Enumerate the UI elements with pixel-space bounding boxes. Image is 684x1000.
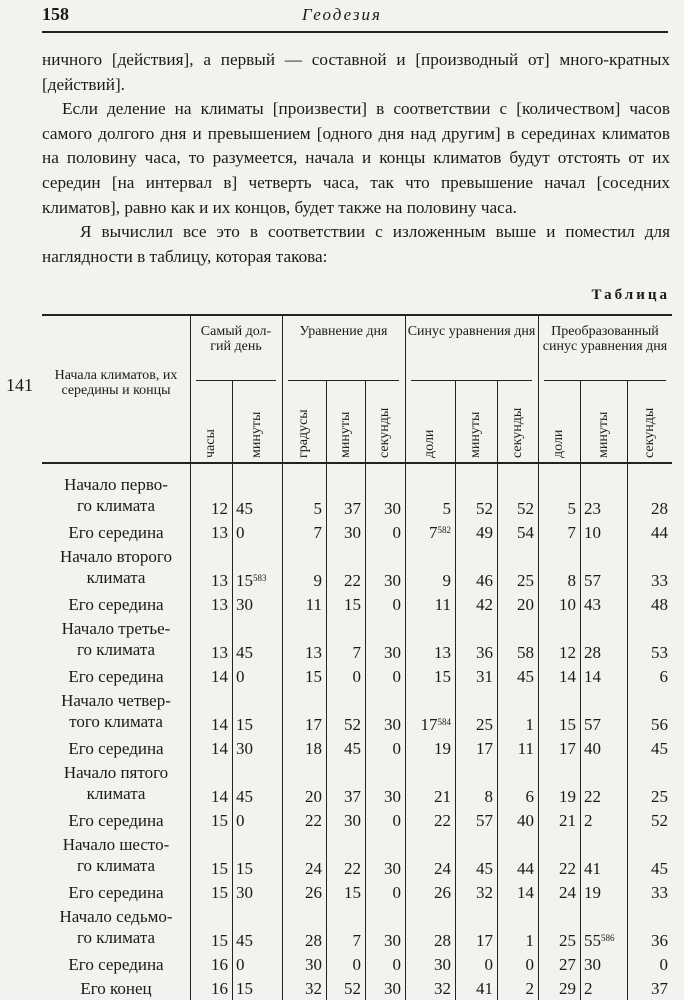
- group-underline: [196, 380, 276, 381]
- table-cell: 24: [434, 859, 451, 878]
- table-cell: 45: [344, 739, 361, 758]
- table-cell: 58: [517, 643, 534, 662]
- table-cell: 48: [651, 595, 668, 614]
- table-cell: 0: [236, 667, 245, 686]
- table-cell: 15: [236, 715, 253, 734]
- subcolumn-header: минуты: [337, 411, 353, 458]
- table-cell: 9: [313, 571, 322, 590]
- column-group-header: Самый дол-гий день: [200, 324, 272, 354]
- table-cell: 17: [476, 739, 493, 758]
- table-cell: 45: [236, 787, 253, 806]
- table-cell: 37: [344, 787, 361, 806]
- table-cell: 30: [384, 643, 401, 662]
- table-cell: 17: [559, 739, 576, 758]
- table-cell: 10: [584, 523, 601, 542]
- row-label: [42, 522, 190, 543]
- table-cell: 13: [434, 643, 451, 662]
- table-cell: 30: [384, 715, 401, 734]
- table-cell: 52: [476, 499, 493, 518]
- table-cell: 0: [236, 955, 245, 974]
- table-cell: 0: [392, 811, 401, 830]
- table-cell: 14: [211, 739, 228, 758]
- row-label-line: того климата: [69, 712, 163, 731]
- table-cell: 2: [525, 979, 534, 998]
- row-label: [42, 834, 190, 876]
- subcolumn-header: доли: [551, 429, 566, 458]
- table-cell: 40: [517, 811, 534, 830]
- table-row: [42, 978, 672, 1000]
- table-cell: 25: [651, 787, 668, 806]
- table-cell: 54: [517, 523, 534, 542]
- subcolumn-header: минуты: [595, 411, 611, 458]
- table-cell: 24: [559, 883, 576, 902]
- table-cell: 15: [559, 715, 576, 734]
- table-cell: 45: [236, 931, 253, 950]
- table-cell: 30: [384, 979, 401, 998]
- table-cell: 28: [651, 499, 668, 518]
- table-cell: 0: [392, 883, 401, 902]
- row-label: [42, 666, 190, 687]
- table-cell: 22: [344, 859, 361, 878]
- table-row: [42, 954, 672, 978]
- table-cell: 13: [211, 571, 228, 590]
- table-cell: 0: [392, 595, 401, 614]
- row-label-line: Начало четвер-: [61, 691, 171, 710]
- table-cell: 19: [434, 739, 451, 758]
- table-cell: 27: [559, 955, 576, 974]
- subcolumn-header: секунды: [641, 407, 657, 458]
- table-cell: 52: [344, 979, 361, 998]
- table-cell: 25: [476, 715, 493, 734]
- table-cell: 56: [651, 715, 668, 734]
- footnote-ref: 584: [437, 717, 451, 727]
- table-cell: 16: [211, 955, 228, 974]
- table-cell: 5: [313, 499, 322, 518]
- table-cell: 13: [305, 643, 322, 662]
- table-cell: 37: [651, 979, 668, 998]
- table-cell: 19: [584, 883, 601, 902]
- page-number: 158: [42, 4, 69, 24]
- table-cell: 57: [584, 571, 601, 590]
- table-cell: 57: [476, 811, 493, 830]
- table-cell: 26: [305, 883, 322, 902]
- table-cell: 8: [484, 787, 493, 806]
- table-row: [42, 618, 672, 666]
- group-underline: [288, 380, 399, 381]
- table-caption: Таблица: [591, 287, 670, 303]
- table-cell: 43: [584, 595, 601, 614]
- table-cell: 30: [236, 595, 253, 614]
- table-cell: 0: [236, 523, 245, 542]
- row-label-line: Его середина: [68, 739, 164, 758]
- table-cell: 5: [567, 499, 576, 518]
- table-cell: 30: [384, 571, 401, 590]
- table-cell: 45: [236, 643, 253, 662]
- table-cell: 22: [584, 787, 601, 806]
- subcolumn-header: минуты: [249, 411, 264, 458]
- table-cell: 21: [434, 787, 451, 806]
- table-cell: 26: [434, 883, 451, 902]
- table-cell: 5: [442, 499, 451, 518]
- table-cell: 33: [651, 571, 668, 590]
- table-cell: 28: [305, 931, 322, 950]
- paragraph: Если деление на климаты [произвести] в соответствии с [количеством] часов самого долгого дня и превышением [одного дня над другим] в серединах климатов на половину часа, то разумеется, начала и концы климатов будут отстоять от их середин [на интервал в] четверть часа, так что превышение начал [соседних климатов], равно как и их концов, будет также на половину часа.: [42, 99, 670, 217]
- table-cell: 15: [211, 931, 228, 950]
- row-label-line: Начало шесто-: [62, 835, 170, 854]
- row-label: [42, 906, 190, 948]
- table-cell: 22: [305, 811, 322, 830]
- table-cell: 45: [236, 499, 253, 518]
- table-cell: 14: [211, 787, 228, 806]
- table-cell: 20: [517, 595, 534, 614]
- table-cell: 21: [559, 811, 576, 830]
- table-cell: 19: [559, 787, 576, 806]
- table-cell: 45: [476, 859, 493, 878]
- table-cell: 15: [305, 667, 322, 686]
- table-cell: 0: [392, 523, 401, 542]
- table-cell: 24: [305, 859, 322, 878]
- table-row: [42, 810, 672, 834]
- row-label: [42, 546, 190, 588]
- table-cell: 0: [236, 811, 245, 830]
- table-cell: 31: [476, 667, 493, 686]
- subcolumn-header: минуты: [468, 411, 483, 458]
- table-cell: 10: [559, 595, 576, 614]
- table-cell: 0: [392, 955, 401, 974]
- table-cell: 13: [211, 523, 228, 542]
- row-label: [42, 690, 190, 732]
- table-cell: 11: [434, 595, 451, 614]
- table-cell: 1: [525, 931, 534, 950]
- table-top-rule: [42, 314, 672, 316]
- table-cell: 0: [525, 955, 534, 974]
- row-label-line: Его середина: [68, 667, 164, 686]
- table-cell: 41: [476, 979, 493, 998]
- row-header-label: Начала климатов, их середины и концы: [54, 368, 178, 398]
- table-cell: 32: [476, 883, 493, 902]
- table-cell: 49: [476, 523, 493, 542]
- table-cell: 16: [211, 979, 228, 998]
- row-label: [42, 882, 190, 903]
- table-cell: 15: [344, 883, 361, 902]
- table-cell: 13: [211, 595, 228, 614]
- table-cell: 14: [584, 667, 601, 686]
- table-cell: 17: [476, 931, 493, 950]
- table-cell: 14: [211, 667, 228, 686]
- table-cell: 30: [384, 787, 401, 806]
- subcolumn-header: секунды: [377, 407, 392, 458]
- table-row: [42, 474, 672, 522]
- table-cell: 36: [476, 643, 493, 662]
- row-label: [42, 474, 190, 516]
- table-row: [42, 906, 672, 954]
- table-cell: 15: [211, 859, 228, 878]
- table-cell: 18: [305, 739, 322, 758]
- table-cell: 7: [313, 523, 322, 542]
- table-cell: 30: [384, 499, 401, 518]
- table-cell: 32: [305, 979, 322, 998]
- table-cell: 2: [584, 979, 593, 998]
- table-row: [42, 882, 672, 906]
- table-cell: 44: [651, 523, 668, 542]
- table-cell: 28: [434, 931, 451, 950]
- table-cell: $15^{583}$: [236, 571, 267, 590]
- table-cell: 11: [517, 739, 534, 758]
- footnote-ref: 586: [601, 933, 615, 943]
- table-cell: 7: [352, 931, 361, 950]
- row-label-line: климата: [86, 568, 146, 587]
- table-cell: 37: [344, 499, 361, 518]
- table-cell: 45: [517, 667, 534, 686]
- column-group-header: Синус уравнения дня: [407, 324, 536, 339]
- table-cell: 52: [517, 499, 534, 518]
- table-cell: 12: [559, 643, 576, 662]
- table-row: [42, 762, 672, 810]
- table-cell: 52: [344, 715, 361, 734]
- table-cell: 30: [344, 523, 361, 542]
- table-row: [42, 690, 672, 738]
- row-label: [42, 810, 190, 831]
- column-group-header: Уравнение дня: [299, 324, 388, 339]
- table-cell: $7^{582}$: [429, 523, 451, 542]
- table-row: [42, 834, 672, 882]
- footnote-ref: 582: [437, 525, 451, 535]
- table-cell: 30: [344, 811, 361, 830]
- table-cell: 20: [305, 787, 322, 806]
- table-cell: 52: [651, 811, 668, 830]
- table-cell: 22: [434, 811, 451, 830]
- table-cell: 30: [384, 931, 401, 950]
- table-cell: 15: [211, 883, 228, 902]
- table-cell: 42: [476, 595, 493, 614]
- table-cell: 45: [651, 739, 668, 758]
- table-header-rule: [42, 462, 672, 464]
- row-label-line: Его середина: [68, 955, 164, 974]
- table-cell: 14: [517, 883, 534, 902]
- subcolumn-header: секунды: [509, 407, 525, 458]
- table-cell: 0: [659, 955, 668, 974]
- table-cell: 41: [584, 859, 601, 878]
- table-cell: 44: [517, 859, 534, 878]
- row-label-line: Его середина: [68, 523, 164, 542]
- table-cell: 13: [211, 643, 228, 662]
- table-cell: 15: [236, 979, 253, 998]
- row-label-line: го климата: [76, 640, 156, 659]
- table-cell: 23: [584, 499, 601, 518]
- row-label: [42, 594, 190, 615]
- row-label-line: Его середина: [68, 811, 164, 830]
- table-cell: 53: [651, 643, 668, 662]
- row-label: [42, 978, 190, 999]
- table-cell: 14: [211, 715, 228, 734]
- table-cell: 30: [434, 955, 451, 974]
- margin-note: 141: [6, 375, 33, 395]
- body-text: [42, 48, 670, 269]
- row-label-line: го климата: [76, 856, 156, 875]
- row-label: [42, 738, 190, 759]
- group-underline: [411, 380, 532, 381]
- table-cell: 15: [211, 811, 228, 830]
- table-cell: 30: [305, 955, 322, 974]
- paragraph: Я вычислил все это в соответствии с изложенным выше и поместил для наглядности в таблицу, которая такова:: [42, 222, 670, 266]
- table-cell: 40: [584, 739, 601, 758]
- table-cell: 22: [344, 571, 361, 590]
- table-cell: $55^{586}$: [584, 931, 615, 950]
- table-cell: 11: [305, 595, 322, 614]
- row-label-line: Его середина: [68, 883, 164, 902]
- table-cell: 6: [659, 667, 668, 686]
- table-cell: 30: [236, 739, 253, 758]
- row-label: [42, 954, 190, 975]
- row-label-line: го климата: [76, 496, 156, 515]
- row-label-line: Начало седьмо-: [59, 907, 173, 926]
- table-cell: 0: [484, 955, 493, 974]
- table-cell: 0: [392, 739, 401, 758]
- table-cell: 45: [651, 859, 668, 878]
- table-cell: 46: [476, 571, 493, 590]
- row-label-line: Его конец: [80, 979, 152, 998]
- table-cell: 15: [434, 667, 451, 686]
- table-row: [42, 594, 672, 618]
- table-cell: 6: [525, 787, 534, 806]
- table-cell: 8: [567, 571, 576, 590]
- row-label: [42, 762, 190, 804]
- running-title: Геодезия: [302, 5, 382, 24]
- subcolumn-header: доли: [422, 429, 437, 458]
- table-cell: 57: [584, 715, 601, 734]
- table-row: [42, 666, 672, 690]
- table-cell: 30: [236, 883, 253, 902]
- row-label-line: Начало второго: [60, 547, 172, 566]
- table-cell: 2: [584, 811, 593, 830]
- group-underline: [544, 380, 666, 381]
- table-row: [42, 738, 672, 762]
- table-cell: 25: [517, 571, 534, 590]
- table-cell: 28: [584, 643, 601, 662]
- row-label-line: Начало перво-: [64, 475, 168, 494]
- table-cell: 15: [236, 859, 253, 878]
- table-row: [42, 546, 672, 594]
- table-cell: 30: [584, 955, 601, 974]
- table-cell: 33: [651, 883, 668, 902]
- row-label-line: Его середина: [68, 595, 164, 614]
- table-cell: 22: [559, 859, 576, 878]
- table-cell: 0: [352, 955, 361, 974]
- table-cell: 36: [651, 931, 668, 950]
- table-cell: 1: [525, 715, 534, 734]
- table-cell: 12: [211, 499, 228, 518]
- table-row: [42, 522, 672, 546]
- table-cell: 30: [384, 859, 401, 878]
- table-cell: 32: [434, 979, 451, 998]
- table-cell: 7: [352, 643, 361, 662]
- footnote-ref: 583: [253, 573, 267, 583]
- table-cell: 15: [344, 595, 361, 614]
- paragraph: ничного [действия], а первый — составной и [производный от] много-кратных [действий].: [42, 50, 670, 94]
- table-cell: 0: [352, 667, 361, 686]
- row-label-line: климата: [86, 784, 146, 803]
- table-cell: 14: [559, 667, 576, 686]
- subcolumn-header: часы: [203, 429, 218, 458]
- row-label: [42, 618, 190, 660]
- table-cell: 17: [305, 715, 322, 734]
- table-cell: 7: [567, 523, 576, 542]
- table-cell: 0: [392, 667, 401, 686]
- table-cell: 25: [559, 931, 576, 950]
- subcolumn-header: градусы: [296, 409, 311, 458]
- header-rule: [42, 31, 668, 33]
- row-label-line: го климата: [76, 928, 156, 947]
- row-label-line: Начало пятого: [63, 763, 169, 782]
- row-label-line: Начало третье-: [61, 619, 171, 638]
- table-cell: $17^{584}$: [420, 715, 451, 734]
- table-cell: 9: [442, 571, 451, 590]
- table-cell: 29: [559, 979, 576, 998]
- column-group-header: Преобразованный синус уравнения дня: [542, 324, 668, 354]
